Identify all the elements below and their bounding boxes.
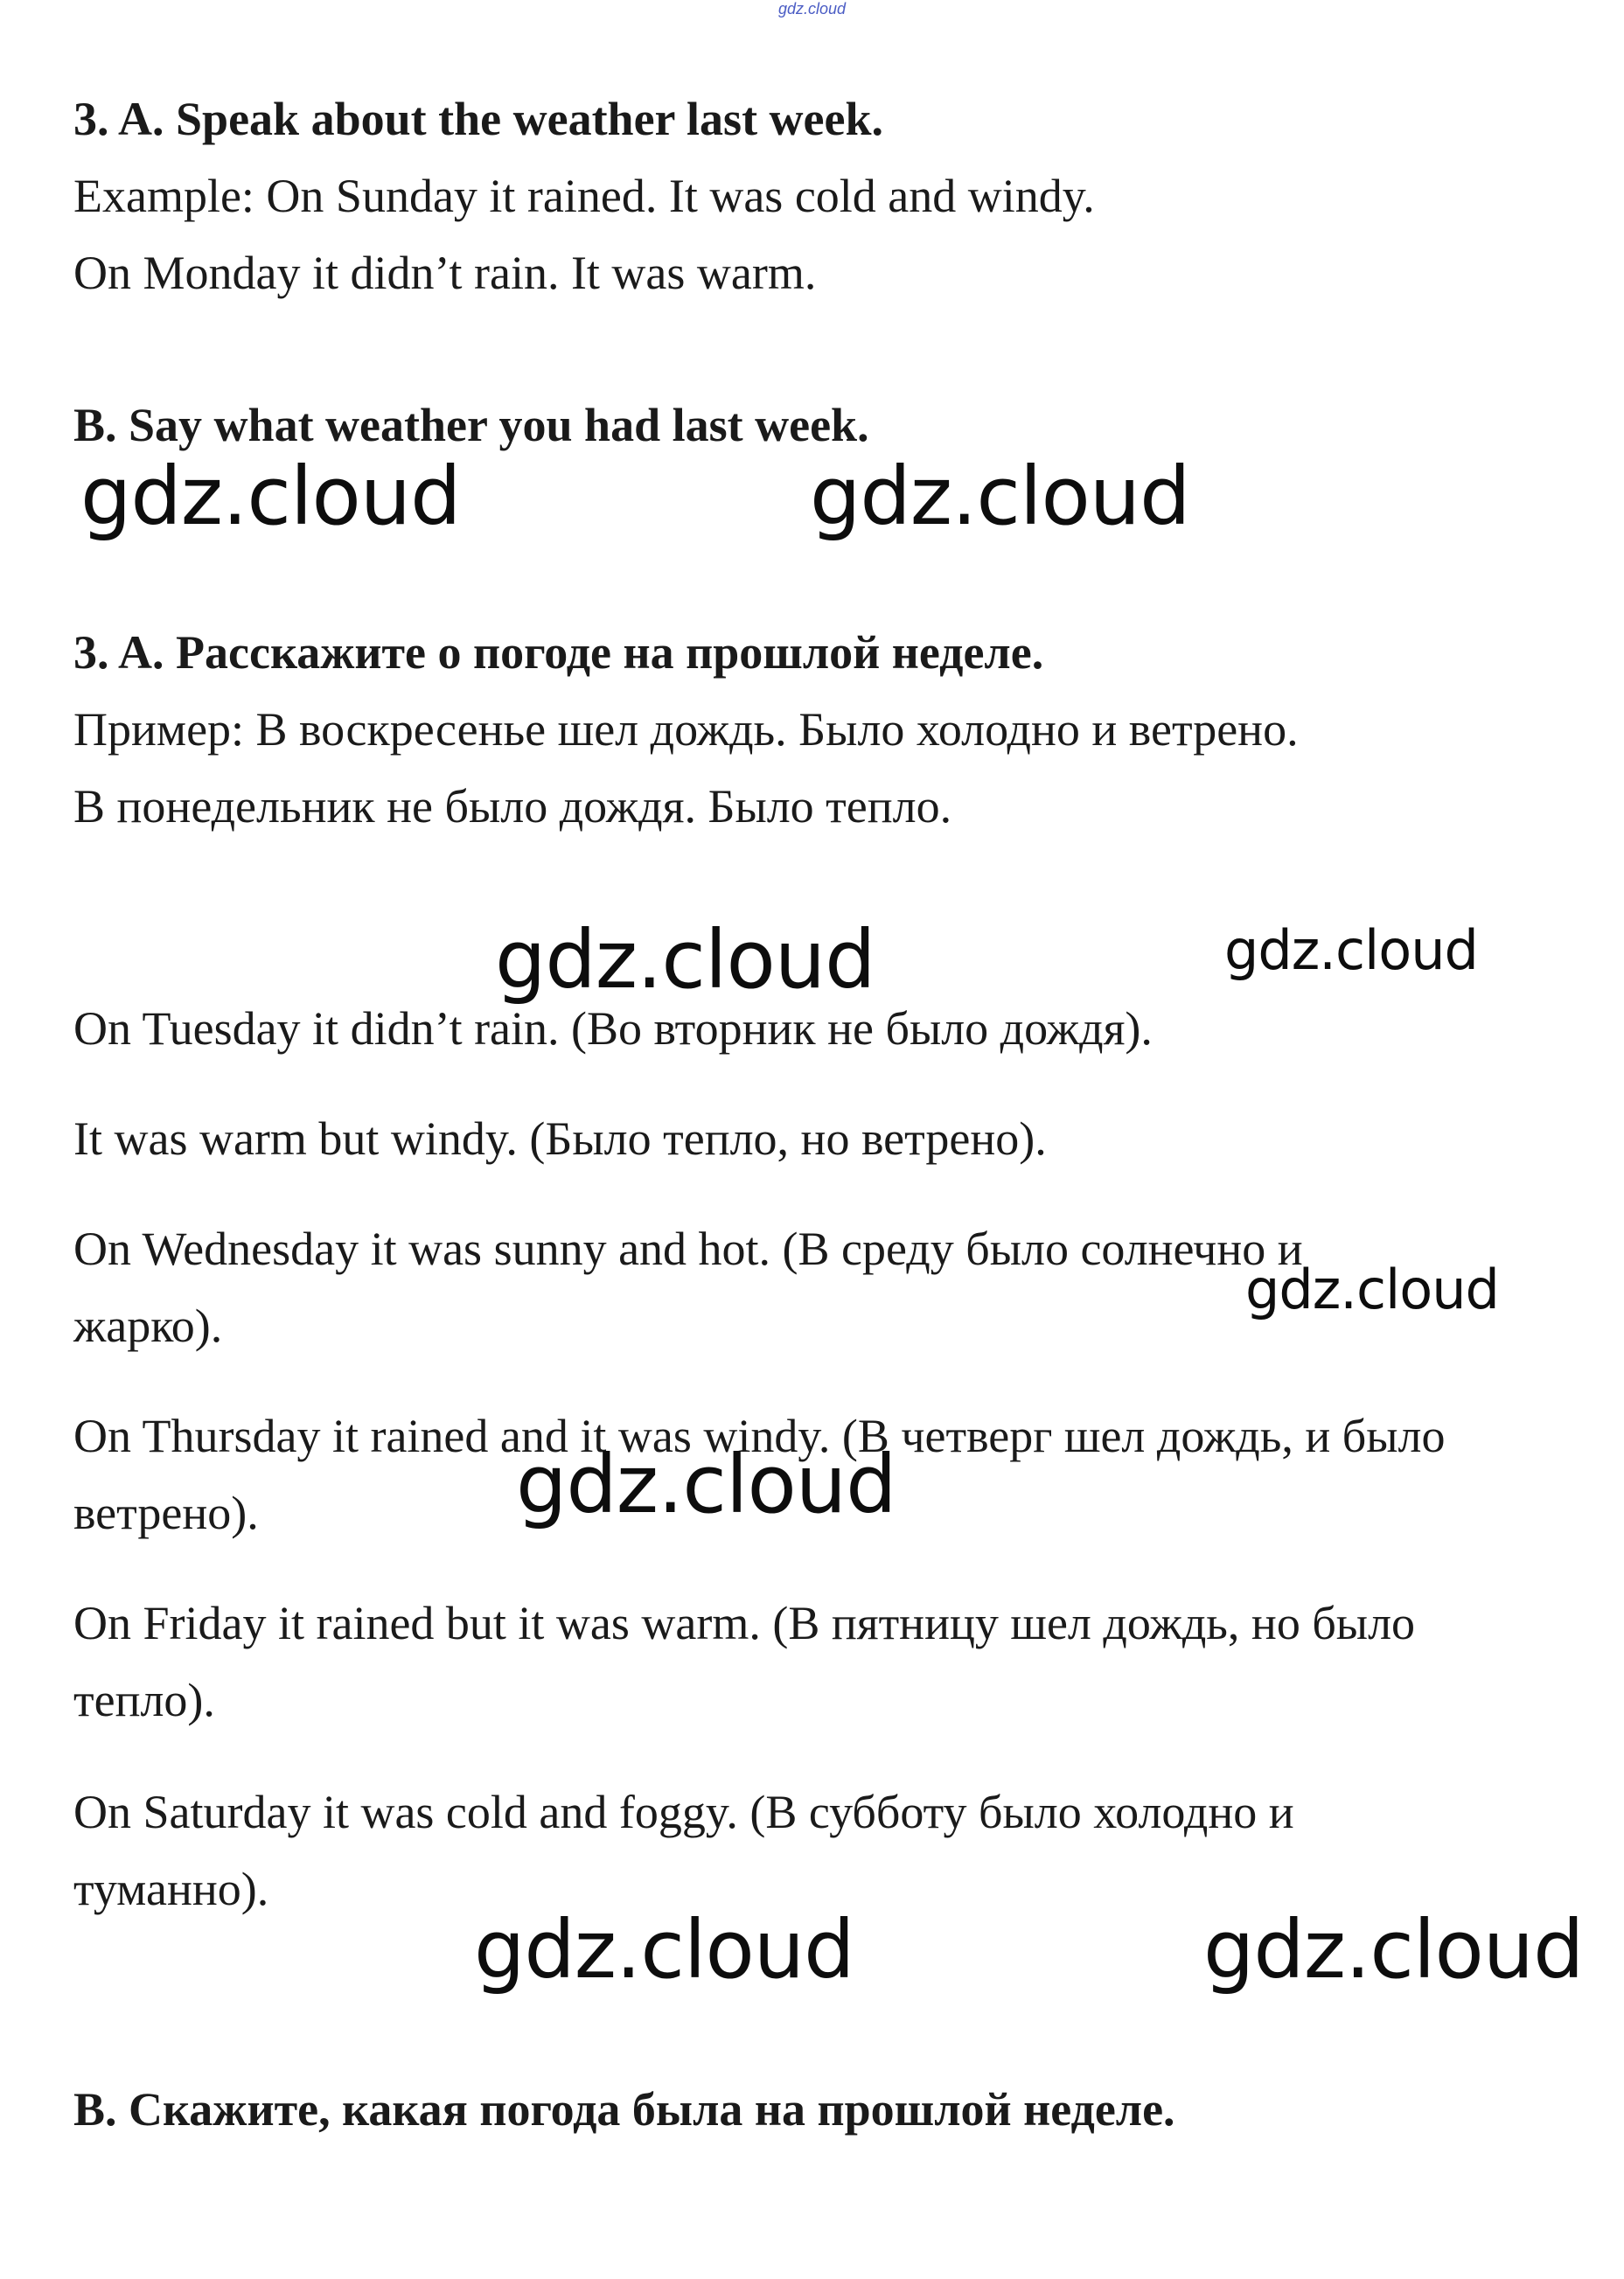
russian-example-line-1: Пример: В воскресенье шел дождь. Было холодно и ветрено. xyxy=(73,703,1299,756)
watermark-1: gdz.cloud xyxy=(80,450,461,543)
answer-wednesday-line-1: On Wednesday it was sunny and hot. (В среду было солнечно и xyxy=(73,1223,1303,1275)
russian-task-b-title: B. Скажите, какая погода была на прошлой неделе. xyxy=(73,2083,1175,2136)
english-example-line-1: Example: On Sunday it rained. It was cold and windy. xyxy=(73,170,1095,222)
answer-saturday-line-1: On Saturday it was cold and foggy. (В субботу было холодно и xyxy=(73,1786,1294,1838)
watermark-8: gdz.cloud xyxy=(1203,1903,1584,1997)
answer-friday-line-2: тепло). xyxy=(73,1674,215,1726)
english-task-b-title: B. Say what weather you had last week. xyxy=(73,399,869,451)
watermark-6: gdz.cloud xyxy=(516,1438,896,1531)
answer-warm-windy: It was warm but windy. (Было тепло, но ветрено). xyxy=(73,1112,1047,1165)
russian-example-line-2: В понедельник не было дождя. Было тепло. xyxy=(73,780,952,833)
russian-task-a-title: 3. A. Расскажите о погоде на прошлой неделе. xyxy=(73,626,1044,679)
header-watermark: gdz.cloud xyxy=(777,0,847,17)
english-example-line-2: On Monday it didn’t rain. It was warm. xyxy=(73,247,817,299)
answer-wednesday-line-2: жарко). xyxy=(73,1300,223,1352)
answer-saturday-line-2: туманно). xyxy=(73,1863,269,1915)
watermark-2: gdz.cloud xyxy=(810,450,1190,543)
answer-thursday-line-2: ветрено). xyxy=(73,1487,259,1539)
watermark-5: gdz.cloud xyxy=(1245,1258,1499,1321)
answer-thursday-line-1: On Thursday it rained and it was windy. (В четверг шел дождь, и было xyxy=(73,1410,1446,1462)
answer-friday-line-1: On Friday it rained but it was warm. (В пятницу шел дождь, но было xyxy=(73,1597,1416,1649)
answer-tuesday: On Tuesday it didn’t rain. (Во вторник не было дождя). xyxy=(73,1002,1153,1055)
watermark-4: gdz.cloud xyxy=(1224,918,1478,982)
english-task-a-title: 3. A. Speak about the weather last week. xyxy=(73,93,884,145)
watermark-7: gdz.cloud xyxy=(474,1903,854,1997)
watermark-3: gdz.cloud xyxy=(495,913,875,1007)
